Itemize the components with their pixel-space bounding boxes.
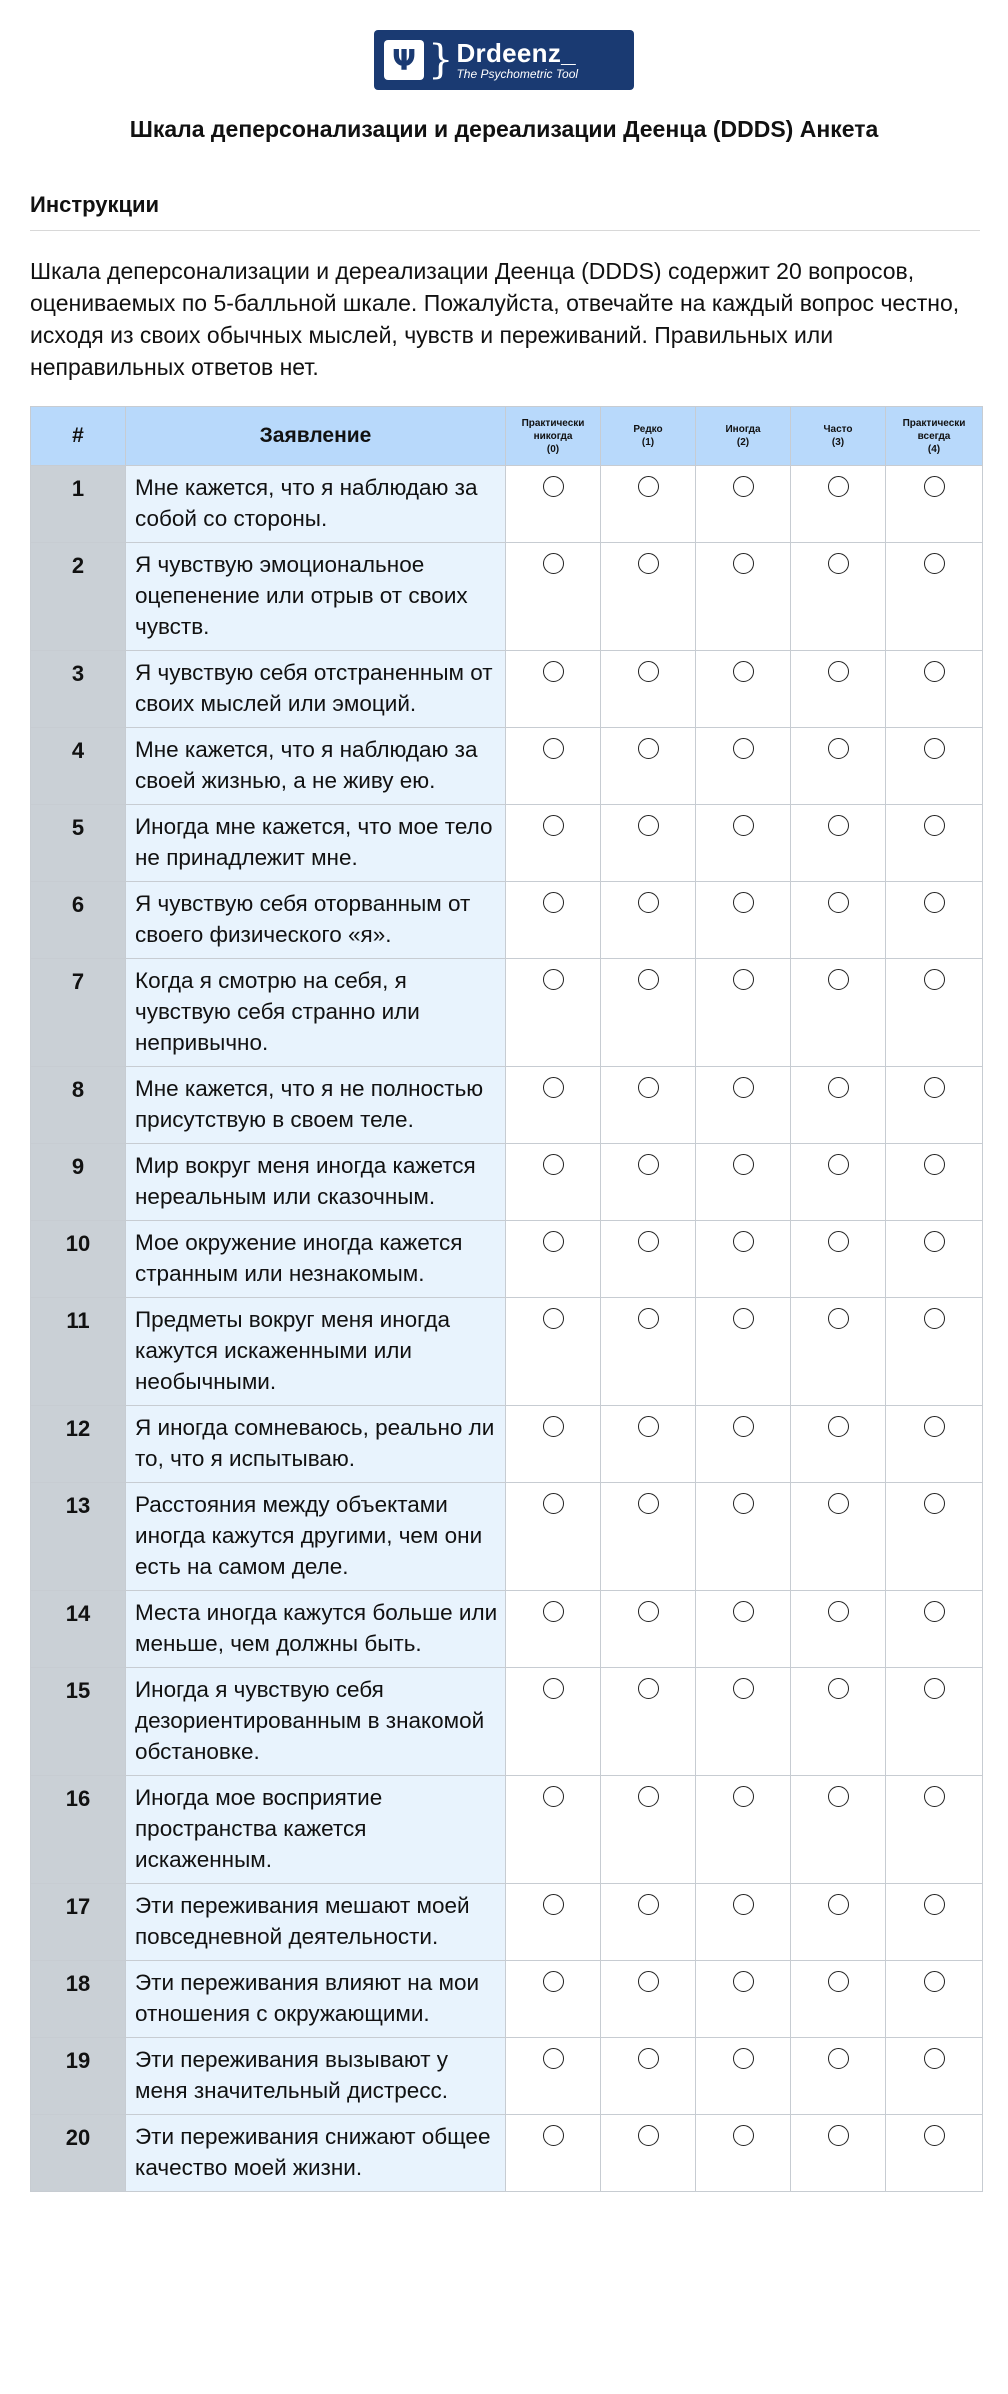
- table-row: [31, 1144, 983, 1221]
- q1-option-0-radio[interactable]: [543, 476, 564, 497]
- option-score: (3): [831, 437, 845, 448]
- q7-option-2-radio[interactable]: [733, 969, 754, 990]
- q9-option-0-radio[interactable]: [543, 1154, 564, 1175]
- q20-option-2-radio[interactable]: [733, 2125, 754, 2146]
- option-cell: [791, 1591, 886, 1668]
- option-cell: [696, 2115, 791, 2192]
- table-row: [31, 2038, 983, 2115]
- option-cell: [696, 1776, 791, 1884]
- drdeenz-logo: [374, 30, 634, 90]
- question-number: 4: [31, 728, 126, 805]
- q12-option-1-radio[interactable]: [638, 1416, 659, 1437]
- question-statement: Иногда я чувствую себя дезориентированным в знакомой обстановке.: [126, 1668, 506, 1776]
- option-cell: [886, 1406, 983, 1483]
- option-label: Иногда: [725, 424, 761, 435]
- question-statement: Я чувствую себя отстраненным от своих мыслей или эмоций.: [126, 651, 506, 728]
- q1-option-4-radio[interactable]: [924, 476, 945, 497]
- option-cell: [601, 1144, 696, 1221]
- q20-option-1-radio[interactable]: [638, 2125, 659, 2146]
- option-cell: [886, 543, 983, 651]
- q16-option-3-radio[interactable]: [828, 1786, 849, 1807]
- option-cell: [886, 882, 983, 959]
- q2-option-4-radio[interactable]: [924, 553, 945, 574]
- option-cell: [886, 1591, 983, 1668]
- option-cell: [601, 728, 696, 805]
- question-number: 1: [31, 466, 126, 543]
- q11-option-2-radio[interactable]: [733, 1308, 754, 1329]
- q10-option-0-radio[interactable]: [543, 1231, 564, 1252]
- option-cell: [601, 959, 696, 1067]
- q3-option-0-radio[interactable]: [543, 661, 564, 682]
- option-cell: [506, 1067, 601, 1144]
- q6-option-1-radio[interactable]: [638, 892, 659, 913]
- option-cell: [791, 805, 886, 882]
- option-cell: [601, 2038, 696, 2115]
- q5-option-0-radio[interactable]: [543, 815, 564, 836]
- option-cell: [886, 651, 983, 728]
- instructions-text: Шкала деперсонализации и дереализации Деенца (DDDS) содержит 20 вопросов, оцениваемых по 5-балльной шкале. Пожалуйста, отвечайте на каждый вопрос честно, исходя из своих обычных мыслей, чувств и переживаний. Правильных или неправильных ответов нет.: [30, 258, 960, 380]
- option-cell: [791, 651, 886, 728]
- option-cell: [506, 1668, 601, 1776]
- option-cell: [886, 2115, 983, 2192]
- question-statement: Иногда мое восприятие пространства кажется искаженным.: [126, 1776, 506, 1884]
- question-number: 3: [31, 651, 126, 728]
- q16-option-0-radio[interactable]: [543, 1786, 564, 1807]
- option-cell: [601, 1961, 696, 2038]
- q5-option-4-radio[interactable]: [924, 815, 945, 836]
- q14-option-4-radio[interactable]: [924, 1601, 945, 1622]
- option-cell: [791, 882, 886, 959]
- q19-option-1-radio[interactable]: [638, 2048, 659, 2069]
- question-number: 8: [31, 1067, 126, 1144]
- q9-option-1-radio[interactable]: [638, 1154, 659, 1175]
- question-number: 20: [31, 2115, 126, 2192]
- q11-option-3-radio[interactable]: [828, 1308, 849, 1329]
- q10-option-2-radio[interactable]: [733, 1231, 754, 1252]
- q14-option-3-radio[interactable]: [828, 1601, 849, 1622]
- table-row: [31, 651, 983, 728]
- option-cell: [506, 728, 601, 805]
- table-header-row: [31, 407, 983, 466]
- option-cell: [506, 543, 601, 651]
- option-cell: [506, 1591, 601, 1668]
- option-cell: [791, 959, 886, 1067]
- question-number: 13: [31, 1483, 126, 1591]
- option-cell: [886, 728, 983, 805]
- q3-option-1-radio[interactable]: [638, 661, 659, 682]
- q15-option-3-radio[interactable]: [828, 1678, 849, 1699]
- q2-option-2-radio[interactable]: [733, 553, 754, 574]
- option-cell: [601, 543, 696, 651]
- q6-option-3-radio[interactable]: [828, 892, 849, 913]
- option-label: Практически никогда: [521, 417, 585, 442]
- question-statement: Мне кажется, что я наблюдаю за своей жизнью, а не живу ею.: [126, 728, 506, 805]
- option-cell: [506, 2115, 601, 2192]
- option-cell: [506, 1961, 601, 2038]
- option-cell: [696, 651, 791, 728]
- option-score: (2): [736, 437, 750, 448]
- question-number: 11: [31, 1298, 126, 1406]
- q17-option-4-radio[interactable]: [924, 1894, 945, 1915]
- q4-option-3-radio[interactable]: [828, 738, 849, 759]
- table-row: [31, 728, 983, 805]
- q15-option-1-radio[interactable]: [638, 1678, 659, 1699]
- option-cell: [506, 1144, 601, 1221]
- option-cell: [506, 1483, 601, 1591]
- q1-option-1-radio[interactable]: [638, 476, 659, 497]
- q18-option-0-radio[interactable]: [543, 1971, 564, 1992]
- option-cell: [791, 1776, 886, 1884]
- option-cell: [696, 959, 791, 1067]
- q10-option-1-radio[interactable]: [638, 1231, 659, 1252]
- option-cell: [696, 466, 791, 543]
- option-cell: [696, 543, 791, 651]
- q9-option-3-radio[interactable]: [828, 1154, 849, 1175]
- option-cell: [886, 805, 983, 882]
- option-cell: [791, 1298, 886, 1406]
- question-statement: Мне кажется, что я наблюдаю за собой со стороны.: [126, 466, 506, 543]
- q17-option-3-radio[interactable]: [828, 1894, 849, 1915]
- table-row: [31, 1668, 983, 1776]
- option-cell: [601, 1591, 696, 1668]
- table-row: [31, 543, 983, 651]
- q1-option-3-radio[interactable]: [828, 476, 849, 497]
- question-statement: Расстояния между объектами иногда кажутся другими, чем они есть на самом деле.: [126, 1483, 506, 1591]
- q12-option-3-radio[interactable]: [828, 1416, 849, 1437]
- option-cell: [601, 1776, 696, 1884]
- divider: [30, 230, 980, 231]
- option-cell: [886, 466, 983, 543]
- option-cell: [506, 959, 601, 1067]
- q8-option-3-radio[interactable]: [828, 1077, 849, 1098]
- option-cell: [601, 2115, 696, 2192]
- q5-option-3-radio[interactable]: [828, 815, 849, 836]
- option-cell: [791, 1144, 886, 1221]
- option-cell: [886, 1961, 983, 2038]
- table-row: [31, 805, 983, 882]
- table-row: [31, 1483, 983, 1591]
- q8-option-2-radio[interactable]: [733, 1077, 754, 1098]
- option-cell: [506, 805, 601, 882]
- table-row: [31, 2115, 983, 2192]
- option-cell: [791, 543, 886, 651]
- option-cell: [696, 882, 791, 959]
- q6-option-0-radio[interactable]: [543, 892, 564, 913]
- table-row: [31, 882, 983, 959]
- q8-option-4-radio[interactable]: [924, 1077, 945, 1098]
- option-score: (4): [927, 443, 941, 455]
- q4-option-0-radio[interactable]: [543, 738, 564, 759]
- question-number: 16: [31, 1776, 126, 1884]
- q13-option-2-radio[interactable]: [733, 1493, 754, 1514]
- option-cell: [601, 805, 696, 882]
- q17-option-1-radio[interactable]: [638, 1894, 659, 1915]
- instructions-heading: Инструкции: [30, 192, 160, 217]
- option-cell: [791, 1221, 886, 1298]
- brace-icon: }: [428, 37, 454, 83]
- q11-option-4-radio[interactable]: [924, 1308, 945, 1329]
- q13-option-3-radio[interactable]: [828, 1493, 849, 1514]
- table-row: [31, 1591, 983, 1668]
- option-cell: [696, 1483, 791, 1591]
- header-option-0: [506, 407, 601, 466]
- header-statement: Заявление: [126, 407, 506, 466]
- option-cell: [791, 2115, 886, 2192]
- option-cell: [696, 1144, 791, 1221]
- q19-option-2-radio[interactable]: [733, 2048, 754, 2069]
- q15-option-0-radio[interactable]: [543, 1678, 564, 1699]
- q14-option-2-radio[interactable]: [733, 1601, 754, 1622]
- q7-option-4-radio[interactable]: [924, 969, 945, 990]
- option-cell: [601, 651, 696, 728]
- option-cell: [506, 466, 601, 543]
- option-cell: [886, 1067, 983, 1144]
- q11-option-1-radio[interactable]: [638, 1308, 659, 1329]
- q10-option-3-radio[interactable]: [828, 1231, 849, 1252]
- option-cell: [696, 1406, 791, 1483]
- option-cell: [601, 1668, 696, 1776]
- option-cell: [696, 805, 791, 882]
- q20-option-3-radio[interactable]: [828, 2125, 849, 2146]
- question-statement: Я чувствую эмоциональное оцепенение или отрыв от своих чувств.: [126, 543, 506, 651]
- q3-option-3-radio[interactable]: [828, 661, 849, 682]
- question-number: 9: [31, 1144, 126, 1221]
- option-cell: [601, 1067, 696, 1144]
- q4-option-2-radio[interactable]: [733, 738, 754, 759]
- q13-option-0-radio[interactable]: [543, 1493, 564, 1514]
- q7-option-3-radio[interactable]: [828, 969, 849, 990]
- option-cell: [601, 1884, 696, 1961]
- question-statement: Места иногда кажутся больше или меньше, чем должны быть.: [126, 1591, 506, 1668]
- option-cell: [886, 959, 983, 1067]
- option-cell: [696, 1668, 791, 1776]
- option-cell: [886, 1668, 983, 1776]
- question-statement: Я чувствую себя оторванным от своего физического «я».: [126, 882, 506, 959]
- q14-option-1-radio[interactable]: [638, 1601, 659, 1622]
- option-cell: [886, 1483, 983, 1591]
- option-label: Часто: [823, 424, 853, 435]
- question-statement: Когда я смотрю на себя, я чувствую себя странно или непривычно.: [126, 959, 506, 1067]
- table-row: [31, 1221, 983, 1298]
- option-cell: [506, 1406, 601, 1483]
- option-cell: [886, 1144, 983, 1221]
- q13-option-4-radio[interactable]: [924, 1493, 945, 1514]
- option-cell: [791, 1961, 886, 2038]
- table-row: [31, 1961, 983, 2038]
- logo-name: Drdeenz_: [456, 38, 576, 68]
- option-cell: [791, 1483, 886, 1591]
- option-cell: [696, 1591, 791, 1668]
- q20-option-4-radio[interactable]: [924, 2125, 945, 2146]
- q6-option-4-radio[interactable]: [924, 892, 945, 913]
- table-row: [31, 1406, 983, 1483]
- page-title: Шкала деперсонализации и дереализации Деенца (DDDS) Анкета: [129, 116, 879, 142]
- question-number: 12: [31, 1406, 126, 1483]
- q4-option-4-radio[interactable]: [924, 738, 945, 759]
- option-cell: [601, 1221, 696, 1298]
- option-cell: [601, 1298, 696, 1406]
- option-cell: [506, 882, 601, 959]
- option-cell: [791, 1884, 886, 1961]
- q18-option-1-radio[interactable]: [638, 1971, 659, 1992]
- question-number: 6: [31, 882, 126, 959]
- question-number: 14: [31, 1591, 126, 1668]
- q20-option-0-radio[interactable]: [543, 2125, 564, 2146]
- q7-option-0-radio[interactable]: [543, 969, 564, 990]
- q6-option-2-radio[interactable]: [733, 892, 754, 913]
- q17-option-2-radio[interactable]: [733, 1894, 754, 1915]
- question-number: 15: [31, 1668, 126, 1776]
- option-cell: [506, 1776, 601, 1884]
- question-number: 5: [31, 805, 126, 882]
- option-score: (0): [546, 443, 560, 455]
- q16-option-4-radio[interactable]: [924, 1786, 945, 1807]
- header-option-4: [886, 407, 983, 466]
- logo-tagline: The Psychometric Tool: [456, 67, 579, 81]
- q10-option-4-radio[interactable]: [924, 1231, 945, 1252]
- option-cell: [506, 1221, 601, 1298]
- option-cell: [506, 2038, 601, 2115]
- question-statement: Я иногда сомневаюсь, реально ли то, что я испытываю.: [126, 1406, 506, 1483]
- q1-option-2-radio[interactable]: [733, 476, 754, 497]
- question-number: 7: [31, 959, 126, 1067]
- question-number: 17: [31, 1884, 126, 1961]
- q9-option-4-radio[interactable]: [924, 1154, 945, 1175]
- option-label: Практически всегда: [902, 417, 966, 442]
- question-number: 18: [31, 1961, 126, 2038]
- option-cell: [696, 1961, 791, 2038]
- q8-option-1-radio[interactable]: [638, 1077, 659, 1098]
- option-cell: [696, 2038, 791, 2115]
- option-cell: [696, 1221, 791, 1298]
- q19-option-0-radio[interactable]: [543, 2048, 564, 2069]
- q2-option-3-radio[interactable]: [828, 553, 849, 574]
- option-cell: [696, 1067, 791, 1144]
- option-cell: [886, 1298, 983, 1406]
- q18-option-3-radio[interactable]: [828, 1971, 849, 1992]
- q9-option-2-radio[interactable]: [733, 1154, 754, 1175]
- psi-logo-icon: Ψ: [384, 40, 424, 80]
- q18-option-4-radio[interactable]: [924, 1971, 945, 1992]
- option-cell: [886, 1776, 983, 1884]
- option-cell: [791, 728, 886, 805]
- option-cell: [696, 1298, 791, 1406]
- table-row: [31, 1776, 983, 1884]
- q2-option-0-radio[interactable]: [543, 553, 564, 574]
- question-statement: Эти переживания вызывают у меня значительный дистресс.: [126, 2038, 506, 2115]
- option-label: Редко: [633, 424, 663, 435]
- question-statement: Предметы вокруг меня иногда кажутся искаженными или необычными.: [126, 1298, 506, 1406]
- option-cell: [791, 1067, 886, 1144]
- q19-option-4-radio[interactable]: [924, 2048, 945, 2069]
- q8-option-0-radio[interactable]: [543, 1077, 564, 1098]
- option-cell: [886, 1221, 983, 1298]
- option-cell: [791, 466, 886, 543]
- q18-option-2-radio[interactable]: [733, 1971, 754, 1992]
- q7-option-1-radio[interactable]: [638, 969, 659, 990]
- q11-option-0-radio[interactable]: [543, 1308, 564, 1329]
- question-statement: Иногда мне кажется, что мое тело не принадлежит мне.: [126, 805, 506, 882]
- option-score: (1): [641, 437, 655, 448]
- q12-option-0-radio[interactable]: [543, 1416, 564, 1437]
- q17-option-0-radio[interactable]: [543, 1894, 564, 1915]
- q16-option-1-radio[interactable]: [638, 1786, 659, 1807]
- q5-option-2-radio[interactable]: [733, 815, 754, 836]
- header-option-1: [601, 407, 696, 466]
- q4-option-1-radio[interactable]: [638, 738, 659, 759]
- question-statement: Мое окружение иногда кажется странным или незнакомым.: [126, 1221, 506, 1298]
- option-cell: [791, 1406, 886, 1483]
- q15-option-2-radio[interactable]: [733, 1678, 754, 1699]
- q13-option-1-radio[interactable]: [638, 1493, 659, 1514]
- questionnaire-table: [30, 406, 983, 2192]
- q5-option-1-radio[interactable]: [638, 815, 659, 836]
- option-cell: [696, 1884, 791, 1961]
- option-cell: [601, 1483, 696, 1591]
- header-option-3: [791, 407, 886, 466]
- q2-option-1-radio[interactable]: [638, 553, 659, 574]
- option-cell: [506, 651, 601, 728]
- header-option-2: [696, 407, 791, 466]
- option-cell: [791, 2038, 886, 2115]
- question-number: 2: [31, 543, 126, 651]
- question-statement: Эти переживания мешают моей повседневной деятельности.: [126, 1884, 506, 1961]
- question-statement: Мир вокруг меня иногда кажется нереальным или сказочным.: [126, 1144, 506, 1221]
- q16-option-2-radio[interactable]: [733, 1786, 754, 1807]
- table-row: [31, 1884, 983, 1961]
- table-row: [31, 1298, 983, 1406]
- header-number: #: [31, 407, 126, 466]
- question-statement: Эти переживания снижают общее качество моей жизни.: [126, 2115, 506, 2192]
- question-number: 19: [31, 2038, 126, 2115]
- q12-option-2-radio[interactable]: [733, 1416, 754, 1437]
- option-cell: [506, 1298, 601, 1406]
- question-statement: Эти переживания влияют на мои отношения с окружающими.: [126, 1961, 506, 2038]
- option-cell: [696, 728, 791, 805]
- option-cell: [601, 1406, 696, 1483]
- table-row: [31, 959, 983, 1067]
- q3-option-2-radio[interactable]: [733, 661, 754, 682]
- option-cell: [791, 1668, 886, 1776]
- option-cell: [886, 1884, 983, 1961]
- q14-option-0-radio[interactable]: [543, 1601, 564, 1622]
- q15-option-4-radio[interactable]: [924, 1678, 945, 1699]
- option-cell: [506, 1884, 601, 1961]
- question-statement: Мне кажется, что я не полностью присутствую в своем теле.: [126, 1067, 506, 1144]
- q3-option-4-radio[interactable]: [924, 661, 945, 682]
- q19-option-3-radio[interactable]: [828, 2048, 849, 2069]
- table-row: [31, 1067, 983, 1144]
- question-number: 10: [31, 1221, 126, 1298]
- option-cell: [601, 882, 696, 959]
- option-cell: [601, 466, 696, 543]
- q12-option-4-radio[interactable]: [924, 1416, 945, 1437]
- table-row: [31, 466, 983, 543]
- option-cell: [886, 2038, 983, 2115]
